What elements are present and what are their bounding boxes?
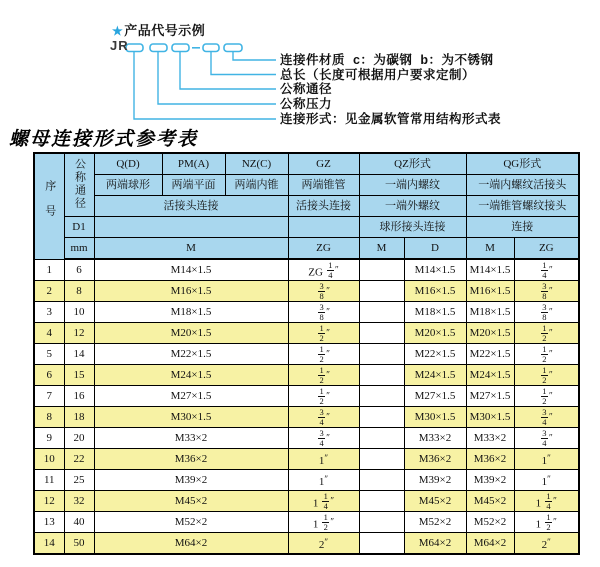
header-col-pm: PM(A) [162,153,225,175]
cell-qg-m: M39×2 [466,470,514,491]
table-row [34,281,579,302]
cell-zg: $\frac{1}{2}$ ″ [288,386,359,407]
cell-dn: 18 [64,407,94,428]
cell-qz-m [359,365,404,386]
cell-zg: $\frac{3}{4}$ ″ [288,428,359,449]
header-qz-inner-thread: 一端内螺纹 [359,175,466,196]
code-label-diameter: 公称通径 [280,82,333,96]
header-union-connection: 活接头连接 [94,196,288,217]
cell-dn: 6 [64,259,94,281]
cell-dn: 8 [64,281,94,302]
cell-qg-zg: $\frac{3}{4}$ ″ [514,428,579,449]
header-col-q: Q(D) [94,153,162,175]
cell-zg: $\frac{3}{4}$ ″ [288,407,359,428]
header-nominal-diameter: 公称通径 [64,153,94,217]
header-d1: D1 [64,217,94,238]
header-qg-inner-thread-union: 一端内螺纹活接头 [466,175,579,196]
cell-seq: 2 [34,281,64,302]
cell-qz-d: M24×1.5 [404,365,466,386]
cell-dn: 14 [64,344,94,365]
cell-seq: 5 [34,344,64,365]
cell-zg: $\frac{1}{2}$ ″ [288,323,359,344]
cell-dn: 22 [64,449,94,470]
cell-seq: 14 [34,533,64,555]
header-zg: ZG [288,238,359,260]
header-col-gz: GZ [288,153,359,175]
code-label-connection: 连接形式：见金属软管常用结构形式表 [280,112,502,126]
header-col-qg: QG形式 [466,153,579,175]
cell-seq: 3 [34,302,64,323]
cell-seq: 1 [34,259,64,281]
cell-qz-m [359,281,404,302]
cell-zg: $\frac{1}{2}$ ″ [288,365,359,386]
cell-qz-d: M64×2 [404,533,466,555]
cell-qg-zg: $\frac{1}{2}$ ″ [514,344,579,365]
cell-qg-m: M64×2 [466,533,514,555]
cell-qg-zg: 1″ [514,470,579,491]
cell-qg-zg: $\frac{3}{8}$ ″ [514,281,579,302]
cell-qz-m [359,428,404,449]
cell-qg-zg: $\frac{3}{4}$ ″ [514,407,579,428]
cell-dn: 40 [64,512,94,533]
cell-m: M18×1.5 [94,302,288,323]
cell-dn: 15 [64,365,94,386]
cell-dn: 32 [64,491,94,512]
cell-seq: 10 [34,449,64,470]
cell-qz-d: M30×1.5 [404,407,466,428]
table-row [34,533,579,555]
code-label-pressure: 公称压力 [280,97,333,111]
cell-m: M14×1.5 [94,259,288,281]
cell-qg-m: M30×1.5 [466,407,514,428]
cell-dn: 10 [64,302,94,323]
cell-qg-zg: $\frac{1}{4}$ ″ [514,259,579,281]
connector-line [134,52,276,119]
cell-qz-m [359,470,404,491]
cell-m: M36×2 [94,449,288,470]
cell-m: M16×1.5 [94,281,288,302]
header-qz-ball-joint-connection: 球形接头连接 [359,217,466,238]
cell-qg-zg: $\frac{1}{2}$ ″ [514,323,579,344]
cell-qz-d: M18×1.5 [404,302,466,323]
header-qg-m: M [466,238,514,260]
nut-connection-table [33,152,580,555]
cell-qg-zg: 2″ [514,533,579,555]
cell-qz-d: M14×1.5 [404,259,466,281]
cell-zg: 1″ [288,470,359,491]
table-row [34,344,579,365]
code-box [150,44,167,52]
cell-zg: 1″ [288,449,359,470]
table-row [34,470,579,491]
cell-zg: $\frac{1}{2}$ ″ [288,344,359,365]
cell-qg-m: M33×2 [466,428,514,449]
header-sub-q: 两端球形 [94,175,162,196]
header-qg-taper-thread-joint: 一端锥管螺纹接头 [466,196,579,217]
header-col-nz: NZ(C) [225,153,288,175]
header-empty-cell [94,217,288,238]
connector-line [233,52,276,60]
header-empty-cell [288,217,359,238]
cell-qg-m: M24×1.5 [466,365,514,386]
cell-qg-m: M16×1.5 [466,281,514,302]
table-row [34,323,579,344]
diagram-title [112,20,205,39]
header-col-qz: QZ形式 [359,153,466,175]
cell-zg: 1 $\frac{1}{2}$ ″ [288,512,359,533]
table-row [34,386,579,407]
cell-seq: 13 [34,512,64,533]
cell-qz-m [359,323,404,344]
diagram-title-text: 产品代号示例 [124,23,206,38]
cell-zg: 1 $\frac{1}{4}$ ″ [288,491,359,512]
header-sub-pm: 两端平面 [162,175,225,196]
header-m: M [94,238,288,260]
code-box [172,44,189,52]
code-label-material: 连接件材质 c：为碳钢 b：为不锈钢 [280,53,494,67]
header-qg-zg: ZG [514,238,579,260]
cell-qz-m [359,407,404,428]
cell-qz-d: M22×1.5 [404,344,466,365]
cell-qz-m [359,512,404,533]
table-row [34,259,579,281]
cell-qg-zg: 1 $\frac{1}{4}$ ″ [514,491,579,512]
cell-dn: 20 [64,428,94,449]
table-row [34,365,579,386]
cell-m: M52×2 [94,512,288,533]
cell-qz-m [359,449,404,470]
cell-qg-zg: $\frac{1}{2}$ ″ [514,386,579,407]
cell-seq: 11 [34,470,64,491]
cell-qg-m: M45×2 [466,491,514,512]
cell-qg-m: M18×1.5 [466,302,514,323]
cell-zg: $\frac{3}{8}$ ″ [288,302,359,323]
cell-seq: 9 [34,428,64,449]
header-sub-nz: 两端内锥 [225,175,288,196]
cell-qz-d: M16×1.5 [404,281,466,302]
cell-qg-zg: $\frac{1}{2}$ ″ [514,365,579,386]
header-seq: 序号 [34,153,64,259]
cell-zg: 2″ [288,533,359,555]
cell-seq: 8 [34,407,64,428]
cell-qz-m [359,302,404,323]
header-qz-m: M [359,238,404,260]
header-sub-gz: 两端锥管 [288,175,359,196]
cell-qg-zg: 1″ [514,449,579,470]
cell-qz-m [359,533,404,555]
code-box [203,44,219,52]
table-row [34,428,579,449]
cell-qz-d: M39×2 [404,470,466,491]
header-qg-connection: 连接 [466,217,579,238]
cell-m: M20×1.5 [94,323,288,344]
cell-seq: 4 [34,323,64,344]
cell-zg: $\frac{3}{8}$ ″ [288,281,359,302]
cell-dn: 25 [64,470,94,491]
cell-seq: 6 [34,365,64,386]
connector-line [211,52,276,75]
cell-qg-zg: 1 $\frac{1}{2}$ ″ [514,512,579,533]
cell-qz-m [359,491,404,512]
cell-qz-d: M52×2 [404,512,466,533]
cell-m: M30×1.5 [94,407,288,428]
cell-qz-m [359,386,404,407]
cell-dn: 12 [64,323,94,344]
cell-m: M39×2 [94,470,288,491]
cell-m: M45×2 [94,491,288,512]
cell-m: M22×1.5 [94,344,288,365]
cell-m: M24×1.5 [94,365,288,386]
table-row [34,302,579,323]
cell-qz-d: M20×1.5 [404,323,466,344]
cell-qz-d: M27×1.5 [404,386,466,407]
cell-qg-m: M52×2 [466,512,514,533]
cell-qg-m: M20×1.5 [466,323,514,344]
cell-qz-d: M36×2 [404,449,466,470]
cell-qz-d: M33×2 [404,428,466,449]
page-title: 螺母连接形式参考表 [9,128,199,150]
cell-m: M27×1.5 [94,386,288,407]
cell-seq: 12 [34,491,64,512]
header-mm: mm [64,238,94,260]
cell-qg-m: M22×1.5 [466,344,514,365]
cell-qg-m: M27×1.5 [466,386,514,407]
cell-qg-m: M14×1.5 [466,259,514,281]
code-box [224,44,242,52]
table-row [34,491,579,512]
code-label-length: 总长（长度可根据用户要求定制） [280,67,476,82]
cell-qz-d: M45×2 [404,491,466,512]
cell-qg-m: M36×2 [466,449,514,470]
cell-m: M64×2 [94,533,288,555]
header-qz-outer-thread: 一端外螺纹 [359,196,466,217]
cell-m: M33×2 [94,428,288,449]
table-row [34,449,579,470]
star-icon: ★ [112,24,124,38]
header-qz-d: D [404,238,466,260]
cell-dn: 50 [64,533,94,555]
cell-seq: 7 [34,386,64,407]
table-row [34,512,579,533]
table-row [34,407,579,428]
cell-qz-m [359,344,404,365]
cell-qg-zg: $\frac{3}{8}$ ″ [514,302,579,323]
code-prefix: JR [110,38,129,53]
header-gz-union-connection: 活接头连接 [288,196,359,217]
connector-line [180,52,276,89]
cell-dn: 16 [64,386,94,407]
cell-zg: ZG $\frac{1}{4}$ ″ [288,259,359,281]
cell-qz-m [359,259,404,281]
